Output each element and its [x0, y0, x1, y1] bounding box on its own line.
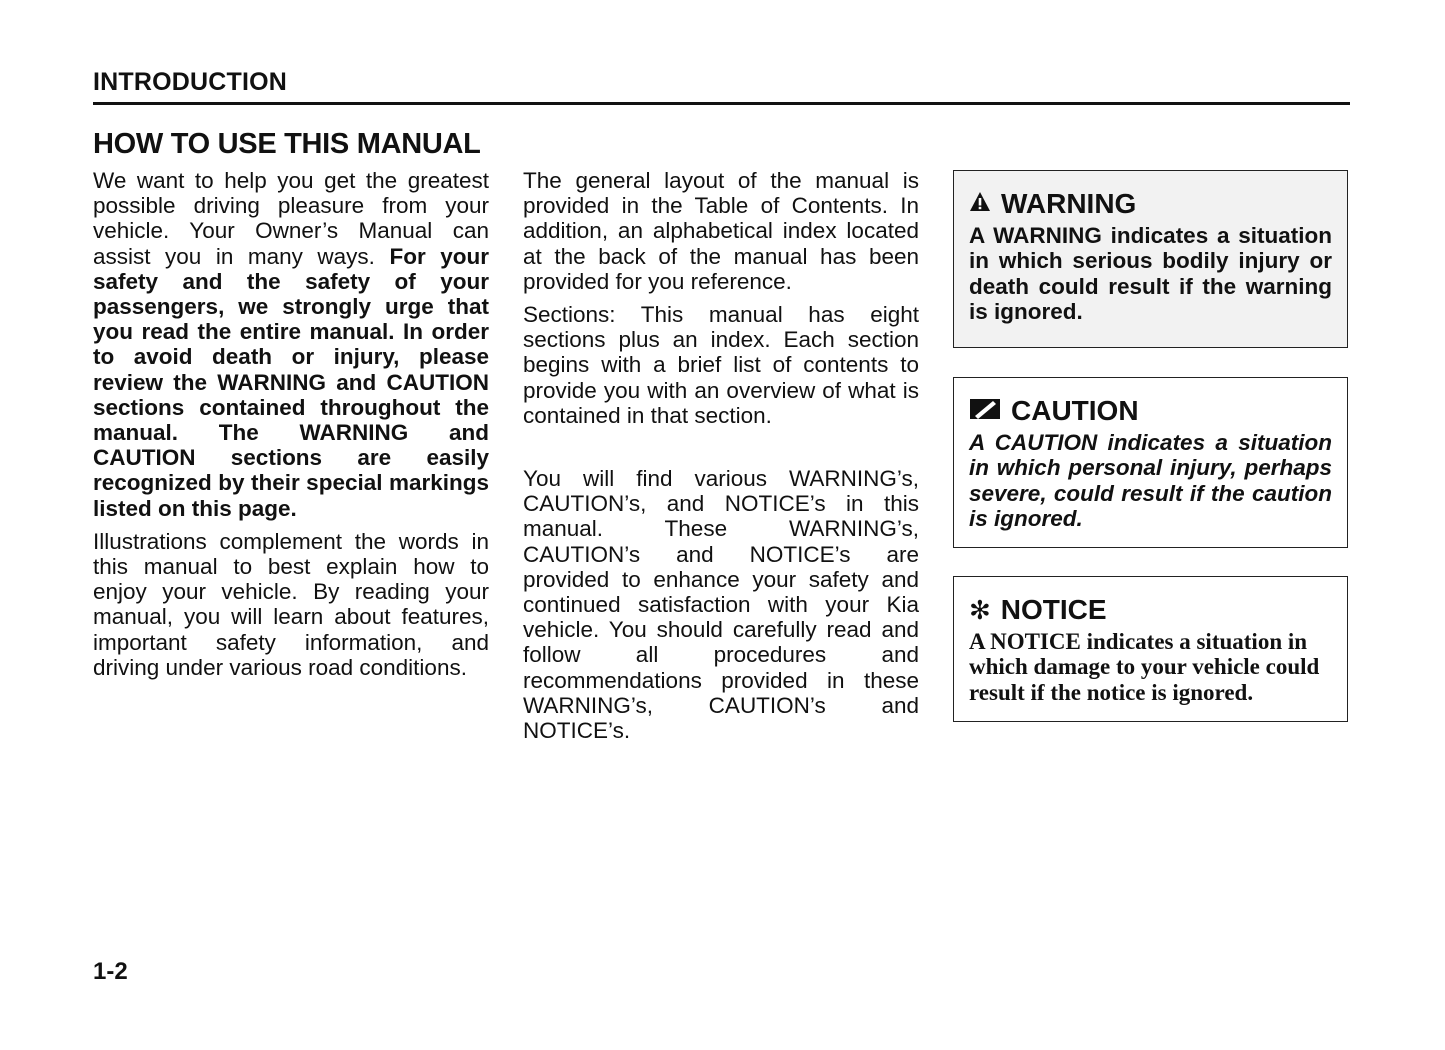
caution-text: A CAUTION indicates a situation in which personal injury, perhaps severe, could result if the caution is ignored. — [969, 430, 1332, 531]
warning-box — [953, 170, 1348, 348]
notice-box — [953, 576, 1348, 722]
warning-heading — [969, 187, 1332, 221]
notice-star-icon: ✻ — [969, 595, 991, 625]
intro-paragraph — [93, 168, 489, 521]
page-title: HOW TO USE THIS MANUAL — [93, 128, 481, 160]
column-middle — [523, 168, 919, 751]
caution-title: CAUTION — [1011, 395, 1139, 426]
caution-box — [953, 377, 1348, 548]
sections-paragraph: Sections: This manual has eight sections plus an index. Each section begins with a brief list of contents to provide you with an overview of what is contained in that section. — [523, 302, 919, 428]
warning-triangle-icon — [969, 187, 991, 221]
notice-heading — [969, 593, 1332, 627]
warnings-paragraph: You will find various WARNING’s, CAUTION’s, and NOTICE’s in this manual. These WARNING’s, CAUTION’s and NOTICE’s are provided to enhance your safety and continued satisfaction with your Kia vehicle. You should carefully read and follow all procedures and recommendations provided in these WARNING’s, CAUTION’s and NOTICE’s. — [523, 466, 919, 744]
notice-text: A NOTICE indicates a situation in which damage to your vehicle could result if the notice is ignored. — [969, 629, 1320, 705]
illustrations-paragraph: Illustrations complement the words in this manual to best explain how to enjoy your vehicle. By reading your manual, you will learn about features, important safety information, and driving under various road conditions. — [93, 528, 489, 680]
intro-bold-text: For your safety and the safety of your passengers, we strongly urge that you read the entire manual. In order to avoid death or injury, please review the WARNING and CAUTION sections contained throughout the manual. The WARNING and CAUTION sections are easily recognized by their special markings listed on this page. — [93, 243, 489, 521]
column-left — [93, 168, 489, 688]
page-number: 1-2 — [93, 958, 128, 985]
header-rule — [93, 102, 1350, 105]
warning-title: WARNING — [1001, 188, 1137, 219]
layout-paragraph: The general layout of the manual is provided in the Table of Contents. In addition, an alphabetical index located at the back of the manual has been provided for you reference. — [523, 168, 919, 294]
caution-heading — [969, 394, 1332, 428]
section-header: INTRODUCTION — [93, 68, 288, 96]
caution-slash-icon — [969, 394, 1001, 428]
warning-text: A WARNING indicates a situation in which serious bodily injury or death could result if the warning is ignored. — [969, 223, 1332, 324]
notice-title: NOTICE — [1000, 594, 1107, 625]
intro-text: We want to help you get the greatest possible driving pleasure from your vehicle. Your Owner’s Manual can assist you in many ways. — [93, 168, 489, 269]
